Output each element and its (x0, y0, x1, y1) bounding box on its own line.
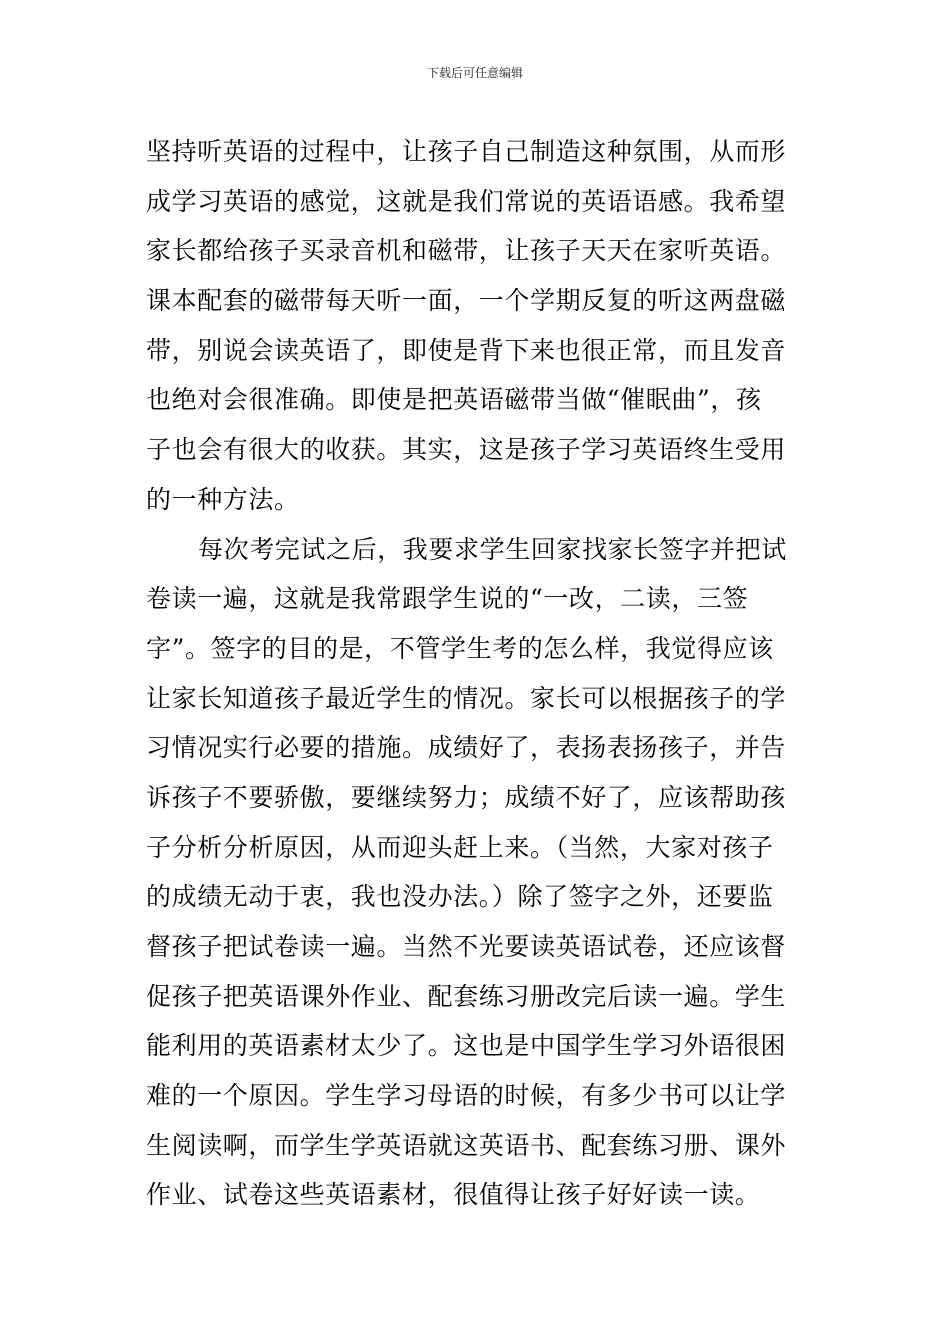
text-line: 坚持听英语的过程中，让孩子自己制造这种氛围，从而形 (146, 137, 787, 166)
text-line: 子也会有很大的收获。其实，这是孩子学习英语终生受用 (146, 435, 787, 465)
text-line: 能利用的英语素材太少了。这也是中国学生学习外语很困 (146, 1031, 787, 1061)
text-line: 成学习英语的感觉，这就是我们常说的英语语感。我希望 (146, 186, 787, 216)
text-line: 家长都给孩子买录音机和磁带，让孩子天天在家听英语。 (146, 236, 787, 266)
text-line: 生阅读啊，而学生学英语就这英语书、配套练习册、课外 (146, 1130, 787, 1160)
text-line: 作业、试卷这些英语素材，很值得让孩子好好读一读。 (146, 1180, 761, 1210)
text-line: 习情况实行必要的措施。成绩好了，表扬表扬孩子，并告 (146, 733, 787, 763)
text-line: 督孩子把试卷读一遍。当然不光要读英语试卷，还应该督 (146, 932, 787, 961)
paragraph-2 (146, 525, 816, 1221)
text-line: 的一种方法。 (146, 484, 300, 514)
text-line: 诉孩子不要骄傲，要继续努力；成绩不好了，应该帮助孩 (146, 782, 787, 812)
text-line: 课本配套的磁带每天听一面，一个学期反复的听这两盘磁 (146, 286, 787, 316)
text-line: 带，别说会读英语了，即使是背下来也很正常，而且发音 (146, 335, 787, 365)
text-line: 难的一个原因。学生学习母语的时候，有多少书可以让学 (146, 1081, 787, 1111)
text-line: 卷读一遍，这就是我常跟学生说的“一改，二读，三签 (146, 584, 749, 614)
page-header-note: 下载后可任意编辑 (426, 66, 523, 80)
text-line: 促孩子把英语课外作业、配套练习册改完后读一遍。学生 (146, 981, 787, 1011)
document-body (146, 127, 816, 1220)
text-line: 让家长知道孩子最近学生的情况。家长可以根据孩子的学 (146, 683, 787, 713)
paragraph-1 (146, 127, 816, 525)
text-line: 子分析分析原因，从而迎头赶上来。（当然，大家对孩子 (146, 832, 774, 862)
text-line: 也绝对会很准确。即使是把英语磁带当做“催眠曲”，孩 (146, 385, 762, 415)
text-line: 每次考完试之后，我要求学生回家找家长签字并把试 (198, 534, 787, 564)
text-line: 的成绩无动于衷，我也没办法。）除了签字之外，还要监 (146, 882, 774, 912)
text-line: 字”。签字的目的是，不管学生考的怎么样，我觉得应该 (146, 633, 774, 663)
